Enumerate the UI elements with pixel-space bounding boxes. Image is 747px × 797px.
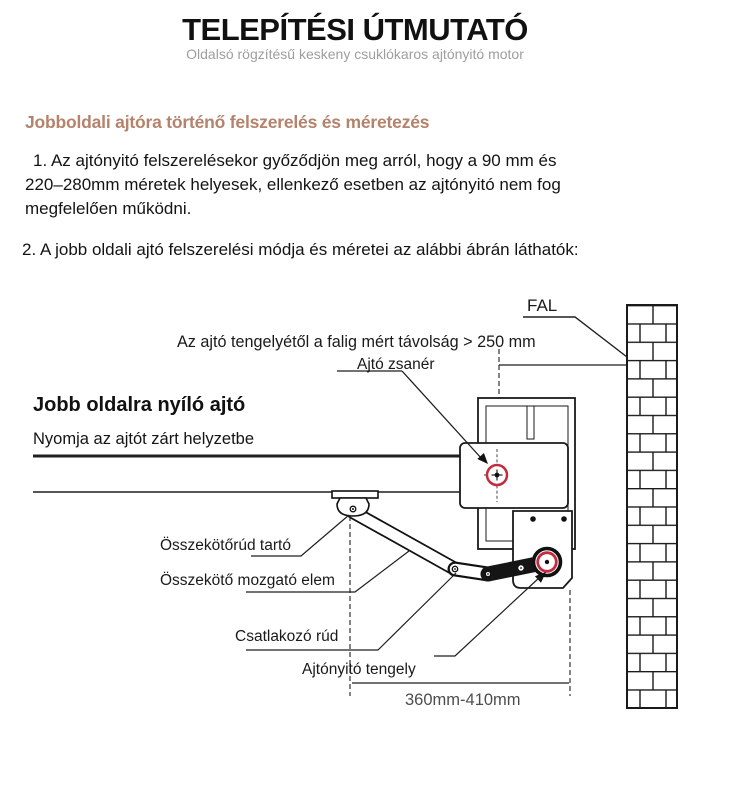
page-subtitle: Oldalsó rögzítésű keskeny csuklókaros ajtónyitó motor [186,46,524,62]
frame-slot [527,406,534,439]
step1-line3: megfelelően működni. [25,199,192,218]
door-direction-heading: Jobb oldalra nyíló ajtó [33,394,246,416]
door-closed-note: Nyomja az ajtót zárt helyzetbe [33,430,255,448]
page-title: TELEPÍTÉSI ÚTMUTATÓ [182,12,528,47]
step1-line2: 220–280mm méretek helyesek, ellenkező esetben az ajtónyitó nem fog [25,175,561,194]
brick-wall [627,305,677,708]
hinge-label: Ajtó zsanér [357,356,435,373]
step2-text: 2. A jobb oldali ajtó felszerelési módja és méretei az alábbi ábrán láthatók: [22,240,579,259]
wall-leader-line [523,317,627,357]
span-dimension-label: 360mm-410mm [405,691,521,709]
rod-label: Csatlakozó rúd [235,628,339,645]
bracket-label: Összekötőrúd tartó [160,537,291,554]
installation-diagram [0,260,747,730]
shaft-label: Ajtónyitó tengely [302,661,416,678]
step1-line1: 1. Az ajtónyitó felszerelésekor győződjön meg arról, hogy a 90 mm és [33,151,557,170]
rod-bracket [332,491,378,516]
wall-label: FAL [527,296,558,315]
distance-note: Az ajtó tengelyétől a falig mért távolság > 250 mm [177,333,536,351]
housing-bolt [530,516,536,522]
opener-shaft [534,549,561,576]
hinge-leader-diagonal [402,371,482,459]
linkage-label: Összekötő mozgató elem [160,572,335,589]
housing-bolt [561,516,567,522]
section-heading: Jobboldali ajtóra történő felszerelés és méretezés [25,112,430,132]
